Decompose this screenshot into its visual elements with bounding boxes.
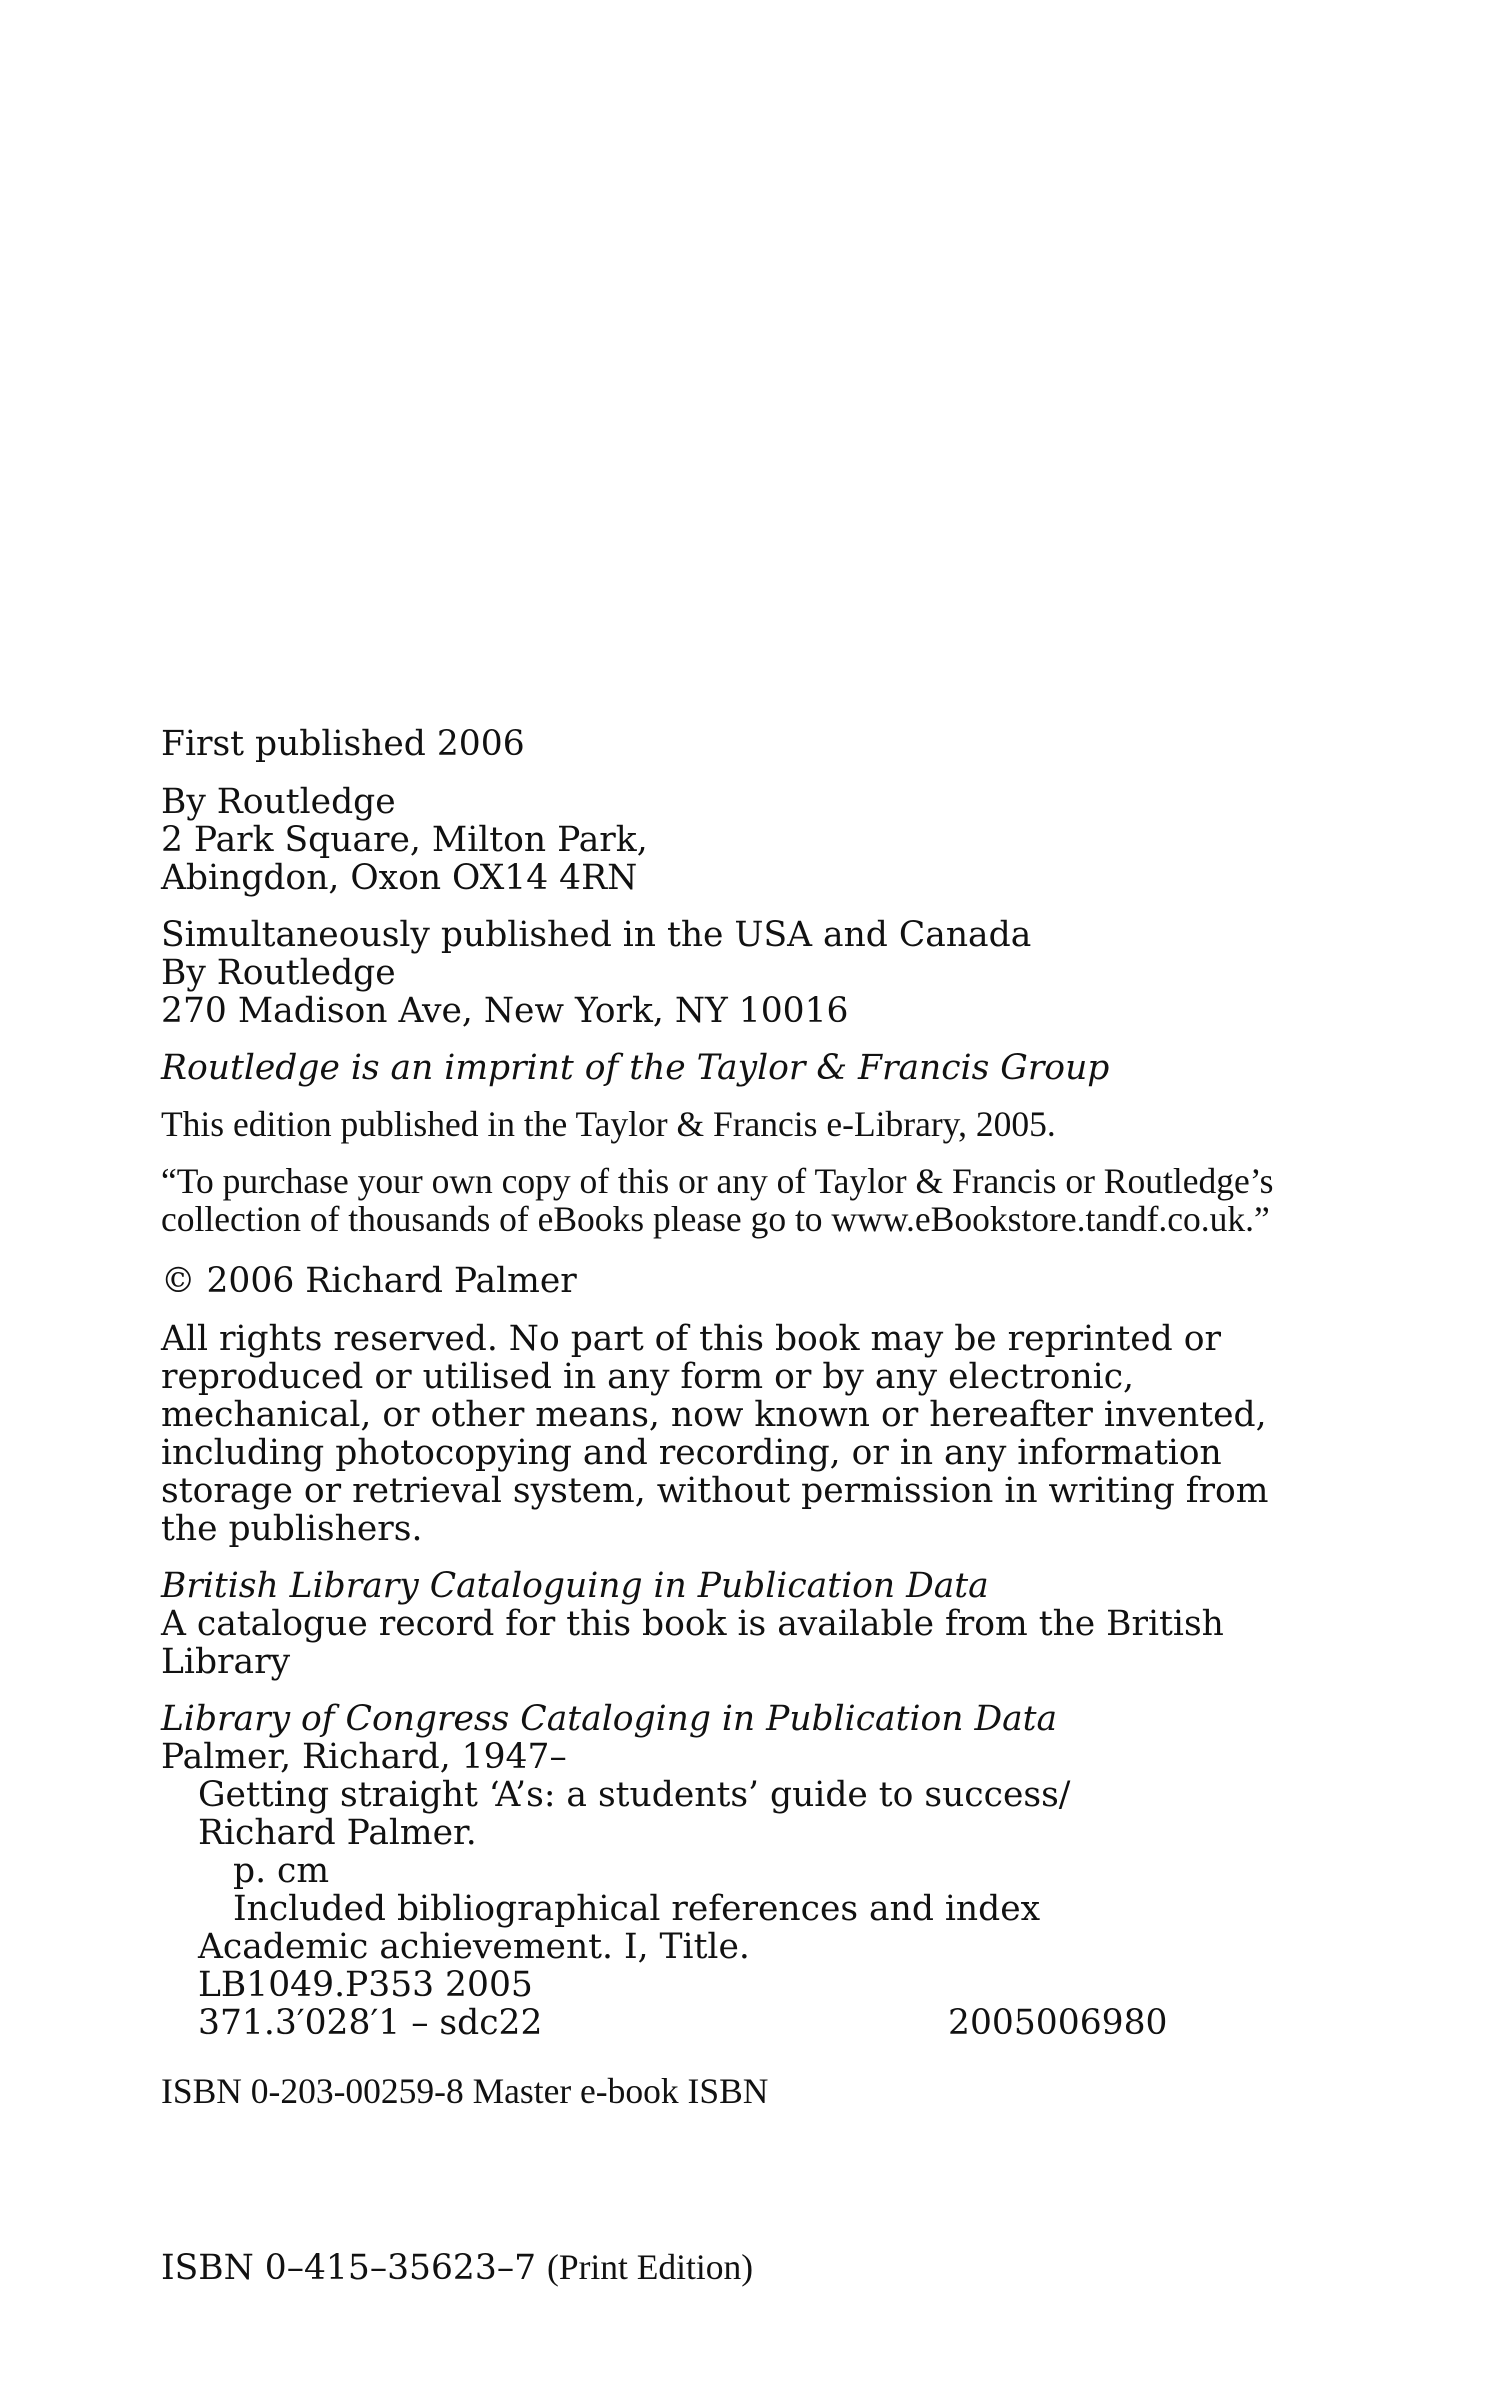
loc-cip-dewey: 371.3′028′1 – sdc22 [198, 2003, 543, 2043]
us-publisher-name: By Routledge [161, 953, 396, 993]
purchase-note-line-2: collection of thousands of eBooks please go to www.eBookstore.tandf.co.uk.” [161, 1199, 1270, 1239]
uk-publisher-address-line-1: 2 Park Square, Milton Park, [161, 820, 648, 860]
imprint-note: Routledge is an imprint of the Taylor & Francis Group [161, 1048, 1110, 1088]
rights-line-5: storage or retrieval system, without permission in writing from [161, 1471, 1269, 1511]
first-published: First published 2006 [161, 724, 525, 764]
us-publisher-address: 270 Madison Ave, New York, NY 10016 [161, 991, 849, 1031]
us-publication-note: Simultaneously published in the USA and Canada [161, 915, 1032, 955]
rights-line-2: reproduced or utilised in any form or by any electronic, [161, 1357, 1134, 1397]
loc-cip-pages: p. cm [233, 1851, 330, 1891]
loc-cip-lccn: 2005006980 [948, 2003, 1168, 2043]
rights-line-6: the publishers. [161, 1509, 423, 1549]
rights-line-1: All rights reserved. No part of this book may be reprinted or [161, 1319, 1221, 1359]
isbn-print [161, 2247, 754, 2288]
loc-cip-call-number: LB1049.P353 2005 [198, 1965, 533, 2005]
loc-cip-heading: Library of Congress Cataloging in Publication Data [161, 1699, 1058, 1739]
rights-line-3: mechanical, or other means, now known or hereafter invented, [161, 1395, 1267, 1435]
copyright-notice: © 2006 Richard Palmer [161, 1261, 577, 1301]
isbn-ebook: ISBN 0-203-00259-8 Master e-book ISBN [161, 2071, 769, 2111]
isbn-print-number: ISBN 0–415–35623–7 [161, 2248, 537, 2288]
loc-cip-subjects: Academic achievement. I, Title. [198, 1927, 750, 1967]
uk-publisher-name: By Routledge [161, 782, 396, 822]
bl-cip-line-2: Library [161, 1642, 291, 1682]
isbn-print-edition: (Print Edition) [547, 2247, 754, 2287]
bl-cip-line-1: A catalogue record for this book is available from the British [161, 1604, 1224, 1644]
rights-line-4: including photocopying and recording, or in any information [161, 1433, 1222, 1473]
uk-publisher-address-line-2: Abingdon, Oxon OX14 4RN [161, 858, 638, 898]
loc-cip-includes: Included bibliographical references and index [233, 1889, 1041, 1929]
loc-cip-title-line-1: Getting straight ‘A’s: a students’ guide to success/ [198, 1775, 1071, 1815]
loc-cip-author: Palmer, Richard, 1947– [161, 1737, 567, 1777]
bl-cip-heading: British Library Cataloguing in Publication Data [161, 1566, 989, 1606]
elibrary-note: This edition published in the Taylor & Francis e-Library, 2005. [161, 1104, 1056, 1144]
loc-cip-title-line-2: Richard Palmer. [198, 1813, 477, 1853]
purchase-note-line-1: “To purchase your own copy of this or any of Taylor & Francis or Routledge’s [161, 1161, 1274, 1201]
